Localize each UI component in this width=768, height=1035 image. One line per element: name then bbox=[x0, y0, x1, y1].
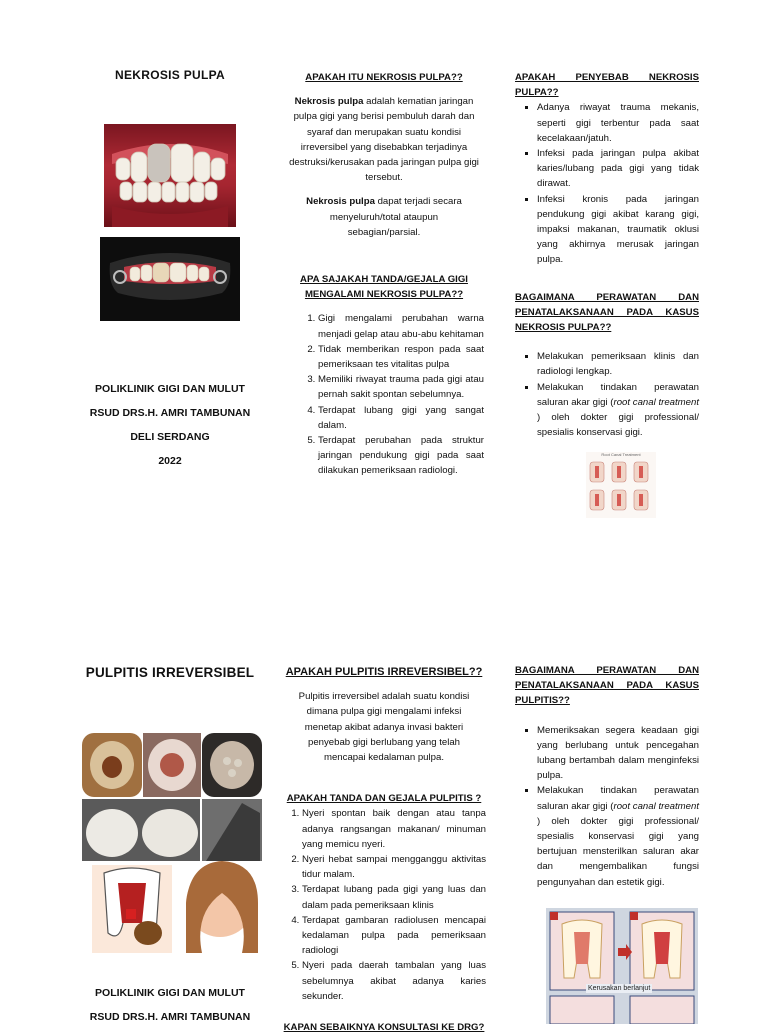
top-q2-heading: APA SAJAKAH TANDA/GEJALA GIGI MENGALAMI NEKROSIS PULPA?? bbox=[300, 274, 468, 301]
bottom-q4-heading: BAGAIMANA PERAWATAN DAN PENATALAKSANAAN PADA KASUS PULPITIS?? bbox=[515, 665, 699, 707]
bottom-treat2-b: ) oleh dokter gigi professional/ spesialis konservasi gigi yang bertujuan mensterilkan saluran akar dan mengembalikan fungsi pengunyahan dan estetik gigi. bbox=[537, 815, 699, 888]
top-def1-text: adalah kematian jaringan pulpa gigi yang berisi pembuluh darah dan syaraf dan merupakan suatu kondisi irreversibel yang disebabkan terjadinya destruksi/kerusakan pada jaringan pulpa gigi tersebut. bbox=[289, 96, 479, 184]
front-teeth-photo bbox=[104, 124, 236, 227]
top-org-line-1: POLIKLINIK GIGI DAN MULUT bbox=[95, 383, 245, 395]
bottom-treatment-list bbox=[515, 723, 699, 890]
bottom-treat2-a: Melakukan tindakan perawatan saluran akar gigi ( bbox=[537, 785, 699, 812]
top-treatment-list bbox=[515, 349, 699, 440]
top-signs-list bbox=[284, 311, 484, 478]
list-item bbox=[537, 380, 699, 441]
bottom-q1-heading: APAKAH PULPITIS IRREVERSIBEL?? bbox=[285, 666, 483, 678]
top-causes-list bbox=[515, 100, 699, 267]
pulpitis-diagram-label: Kerusakan berlanjut bbox=[588, 985, 651, 992]
list-item: 5. Nyeri pada daerah tambalan yang luas sebelumnya akibat adanya karies sekunder. bbox=[302, 958, 486, 1004]
bottom-q3-heading: KAPAN SEBAIKNYA KONSULTASI KE DRG? bbox=[283, 1022, 485, 1034]
list-item: 3. Memiliki riwayat trauma pada gigi atau pernah sakit spontan sebelumnya. bbox=[318, 372, 484, 402]
bottom-org-line-2: RSUD DRS.H. AMRI TAMBUNAN bbox=[89, 1011, 251, 1023]
bottom-org-block bbox=[70, 981, 270, 1029]
top-treat2-a: Melakukan tindakan perawatan saluran akar gigi ( bbox=[537, 381, 699, 408]
bottom-cover-title: PULPITIS IRREVERSIBEL bbox=[85, 665, 255, 680]
top-org-line-3: DELI SERDANG bbox=[130, 431, 210, 443]
list-item: ▪ Memeriksakan segera keadaan gigi yang berlubang untuk pencegahan lubang bertambah dalam menginfeksi pulpa. bbox=[537, 723, 699, 784]
list-item: 1. Gigi mengalami perubahan warna menjadi gelap atau abu-abu kehitaman bbox=[318, 311, 484, 341]
list-item: ▪ Melakukan pemeriksaan klinis dan radiologi lengkap. bbox=[537, 349, 699, 379]
root-canal-diagram bbox=[586, 452, 656, 518]
bottom-def-paragraph: Pulpitis irreversibel adalah suatu kondisi dimana pulpa gigi mengalami infeksi menetap akibat adanya invasi bakteri penyebab gigi berlubang yang telah mencapai kedalaman pulpa. bbox=[298, 691, 470, 764]
pulpitis-progression-diagram bbox=[546, 908, 698, 1024]
list-item: 2. Tidak memberikan respon pada saat pemeriksaan tes vitalitas pulpa bbox=[318, 342, 484, 372]
top-treat2-b: ) oleh dokter gigi professional/ spesialis konservasi gigi. bbox=[537, 412, 699, 439]
list-item: 5. Terdapat perubahan pada struktur jaringan pendukung gigi pada saat dilakukan pemeriksaan radiologi. bbox=[318, 433, 484, 479]
top-def-paragraph-1 bbox=[284, 94, 484, 185]
bottom-definition-column bbox=[282, 665, 486, 1035]
list-item: 3. Terdapat lubang pada gigi yang luas dan dalam pada pemeriksaan klinis bbox=[302, 882, 486, 912]
top-org-block bbox=[70, 377, 270, 473]
root-canal-diagram-title: Root Canal Treatment bbox=[601, 452, 641, 457]
top-def1-bold: Nekrosis pulpa bbox=[294, 96, 364, 108]
list-item: 4. Terdapat gambaran radiolusen mencapai kedalaman pulpa pada pemeriksaan radiologi bbox=[302, 913, 486, 959]
bottom-treatment-column bbox=[515, 663, 699, 890]
top-org-line-4: 2022 bbox=[158, 455, 182, 467]
bottom-signs-list bbox=[282, 806, 486, 1004]
bottom-cover-column bbox=[75, 665, 265, 680]
list-item: ▪ Infeksi pada jaringan pulpa akibat karies/lubang pada gigi yang tidak dirawat. bbox=[537, 146, 699, 192]
bottom-q2-heading: APAKAH TANDA DAN GEJALA PULPITIS ? bbox=[286, 793, 482, 805]
top-def2-bold: Nekrosis pulpa bbox=[306, 196, 375, 208]
top-cover-title: NEKROSIS PULPA bbox=[115, 68, 225, 82]
bottom-org-line-1: POLIKLINIK GIGI DAN MULUT bbox=[95, 987, 245, 999]
top-org-line-2: RSUD DRS.H. AMRI TAMBUNAN bbox=[89, 407, 251, 419]
list-item: ▪ Infeksi kronis pada jaringan pendukung gigi akibat karang gigi, impaksi makanan, traumatik oklusi yang akhirnya merusak jaringan pulpa. bbox=[537, 192, 699, 268]
list-item: 4. Terdapat lubang gigi yang sangat dalam. bbox=[318, 403, 484, 433]
top-def-paragraph-2 bbox=[284, 194, 484, 240]
top-cover-column bbox=[85, 68, 255, 82]
list-item: ▪ Adanya riwayat trauma mekanis, seperti gigi terbentur pada saat kecelakaan/jatuh. bbox=[537, 100, 699, 146]
retracted-teeth-photo bbox=[100, 237, 240, 321]
top-treat2-italic: root canal treatment bbox=[613, 396, 699, 408]
list-item bbox=[537, 783, 699, 889]
top-treatment-column bbox=[515, 70, 699, 440]
top-q3-heading: APAKAH PENYEBAB NEKROSIS PULPA?? bbox=[515, 72, 699, 99]
list-item: 1. Nyeri spontan baik dengan atau tanpa adanya rangsangan makanan/ minuman yang memicu nyeri. bbox=[302, 806, 486, 852]
top-q4-heading: BAGAIMANA PERAWATAN DAN PENATALAKSANAAN PADA KASUS NEKROSIS PULPA?? bbox=[515, 291, 699, 334]
top-q1-heading: APAKAH ITU NEKROSIS PULPA?? bbox=[305, 72, 463, 83]
top-def2-text: dapat terjadi secara menyeluruh/total ataupun sebagian/parsial. bbox=[329, 196, 462, 238]
pulpitis-collage bbox=[82, 733, 262, 953]
bottom-treat2-italic: root canal treatment bbox=[613, 800, 699, 812]
list-item: 2. Nyeri hebat sampai mengganggu aktivitas tidur malam. bbox=[302, 852, 486, 882]
top-definition-column bbox=[284, 70, 484, 479]
